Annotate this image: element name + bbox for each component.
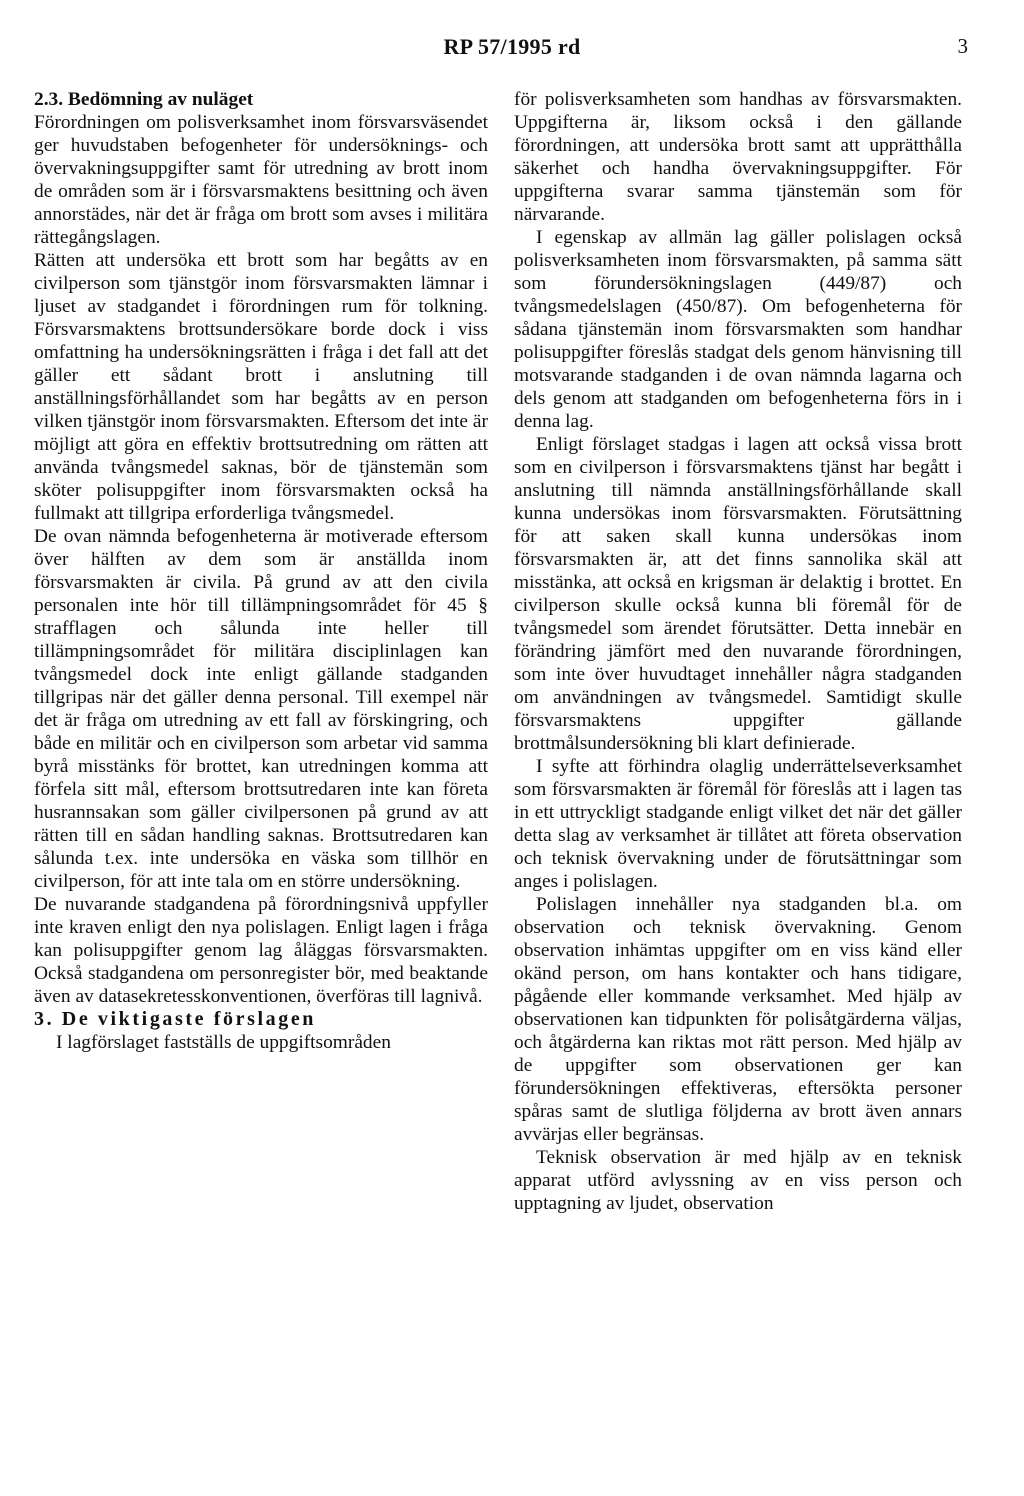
paragraph: för polisverksamheten som handhas av försvarsmakten. Uppgifterna är, liksom också i den gällande förordningen, att undersöka brott samt att upprätthålla säkerhet och handha övervakningsuppgifter. För uppgifterna svarar samma tjänstemän som för närvarande. bbox=[514, 89, 962, 225]
left-column bbox=[34, 88, 488, 1054]
paragraph: I syfte att förhindra olaglig underrättelseverksamhet som försvarsmakten är föremål för föreslås att i lagen tas in ett uttryckligt stadgande enligt vilket det när det gäller detta slag av verksamhet är tillåtet att företa observation och teknisk övervakning under de förutsättningar som anges i polislagen. bbox=[514, 756, 962, 892]
paragraph: Rätten att undersöka ett brott som har begåtts av en civilperson som tjänstgör inom försvarsmakten lämnar i ljuset av stadgandet i förordningen rum för tolkning. Försvarsmaktens brottsundersökare borde dock i viss omfattning ha undersökningsrätten i fråga i det fall att det gäller ett sådant brott i anslutning till anställningsförhållandet som har begåtts av en person vilken tjänstgör inom försvarsmakten. Eftersom det inte är möjligt att göra en effektiv brottsutredning om rätten att använda tvångsmedel saknas, bör de tjänstemän som sköter polisuppgifter inom försvarsmakten också ha fullmakt att tillgripa erforderliga tvångsmedel. bbox=[34, 250, 488, 524]
section-heading-3: 3. De viktigaste förslagen bbox=[34, 1008, 317, 1030]
paragraph: Enligt förslaget stadgas i lagen att också vissa brott som en civilperson i försvarsmaktens tjänst har begått i anslutning till nämnda anställningsförhållande skall kunna undersökas inom försvarsmakten. Förutsättning för att saken skall kunna undersökas inom försvarsmakten är, att det finns sannolika skäl att misstänka, att också en krigsman är delaktig i brottet. En civilperson skulle också kunna bli föremål för de tvångsmedel som ärendet förutsätter. Detta innebär en förändring jämfört med den nuvarande förordningen, som inte över huvudtaget innehåller några stadganden om användningen av tvångsmedel. Samtidigt skulle försvarsmaktens uppgifter gällande brottmålsundersökning bli klart definierade. bbox=[514, 434, 962, 754]
paragraph: De nuvarande stadgandena på förordningsnivå uppfyller inte kraven enligt den nya polislagen. Enligt lagen i fråga kan polisuppgifter genom lag åläggas försvarsmakten. Också stadgandena om personregister bör, med beaktande även av datasekretesskonventionen, överföras till lagnivå. bbox=[34, 894, 488, 1007]
page-number: 3 bbox=[957, 34, 968, 58]
paragraph: I egenskap av allmän lag gäller polislagen också polisverksamheten inom försvarsmakten, på samma sätt som förundersökningslagen (449/87) och tvångsmedelslagen (450/87). Om befogenheterna för sådana tjänstemän inom försvarsmakten som handhar polisuppgifter föreslås stadgat dels genom hänvisning till motsvarande stadganden i de ovan nämnda lagarna och dels genom att stadganden om befogenheterna förs in i denna lag. bbox=[514, 227, 962, 432]
paragraph: I lagförslaget fastställs de uppgiftsområden bbox=[56, 1032, 391, 1053]
paragraph: Polislagen innehåller nya stadganden bl.a. om observation och teknisk övervakning. Genom observation inhämtas uppgifter om en viss känd eller okänd person, om hans kontakter och hans tidigare, pågående eller kommande verksamhet. Med hjälp av observationen kan tidpunkten för polisåtgärderna väljas, och åtgärderna kan riktas mot rätt person. Med hjälp av de uppgifter som observationen ger kan förundersökningen effektiveras, eftersökta personer spåras samt de slutliga följderna av brott även annars avvärjas eller begränsas. bbox=[514, 894, 962, 1145]
paragraph: De ovan nämnda befogenheterna är motiverade eftersom över hälften av dem som är anställda inom försvarsmakten är civila. På grund av att den civila personalen inte hör till tillämpningsområdet för 45 § strafflagen och sålunda inte heller till tillämpningsområdet för militära disciplinlagen kan tvångsmedel dock inte enligt gällande stadganden tillgripas när det gäller denna personal. Till exempel när det är fråga om utredning av ett fall av förskingring, och både en militär och en civilperson som arbetar vid samma byrå misstänks för brottet, kan utredningen komma att förfela sitt mål, eftersom brottsutredaren inte kan företa husrannsakan som gäller civilpersonen på grund av att rätten till en sådan handling saknas. Brottsutredaren kan sålunda t.ex. inte undersöka en väska som tillhör en civilperson, för att inte tala om en större undersökning. bbox=[34, 526, 488, 892]
page-header bbox=[0, 26, 1024, 66]
document-id: RP 57/1995 rd bbox=[443, 34, 581, 59]
right-column bbox=[514, 88, 962, 1215]
paragraph: Teknisk observation är med hjälp av en teknisk apparat utförd avlyssning av en viss person och upptagning av ljudet, observation bbox=[514, 1147, 962, 1214]
paragraph: Förordningen om polisverksamhet inom försvarsväsendet ger huvudstaben befogenheter för undersöknings- och övervakningsuppgifter samt för utredning av brott inom de områden som är i försvarsmaktens besittning och även annorstädes, när det är fråga om brott som avses i militära rättegångslagen. bbox=[34, 112, 488, 248]
section-heading-2-3: 2.3. Bedömning av nuläget bbox=[34, 89, 254, 110]
